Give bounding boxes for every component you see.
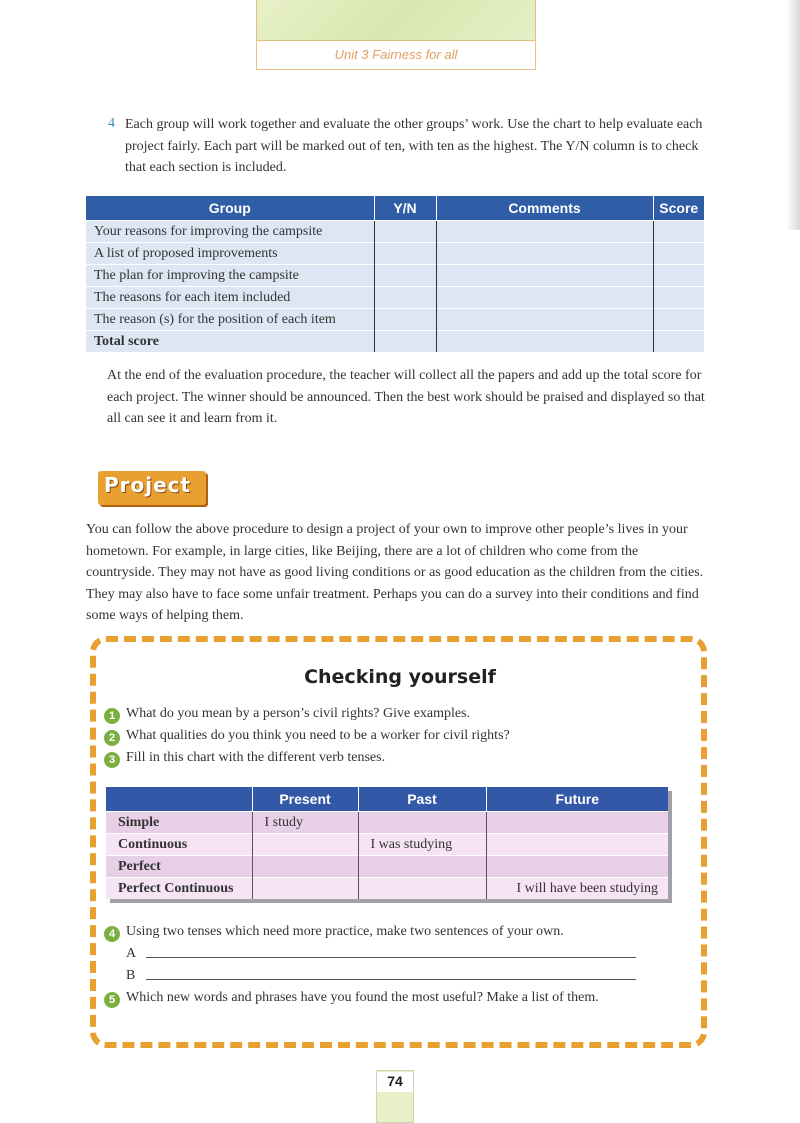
number-badge-4: 4 bbox=[104, 926, 120, 942]
past-cell[interactable] bbox=[358, 812, 486, 834]
present-cell[interactable] bbox=[252, 878, 358, 900]
answer-label-a: A bbox=[126, 946, 137, 961]
row-label: The reason (s) for the position of each item bbox=[86, 309, 374, 331]
header-blank bbox=[106, 787, 252, 812]
comments-cell[interactable] bbox=[436, 287, 653, 309]
score-cell[interactable] bbox=[653, 287, 704, 309]
future-cell[interactable] bbox=[486, 812, 668, 834]
score-cell[interactable] bbox=[653, 265, 704, 287]
check-question-3-text: Fill in this chart with the different verb tenses. bbox=[126, 750, 386, 765]
tense-label: Simple bbox=[106, 812, 252, 834]
row-label: Your reasons for improving the campsite bbox=[86, 221, 374, 243]
tense-label: Continuous bbox=[106, 834, 252, 856]
future-cell[interactable]: I will have been studying bbox=[486, 878, 668, 900]
score-cell[interactable] bbox=[653, 243, 704, 265]
project-badge bbox=[98, 471, 206, 505]
check-question-3 bbox=[104, 750, 385, 768]
header-yn: Y/N bbox=[374, 196, 436, 221]
tense-table-header bbox=[106, 787, 668, 812]
table-row bbox=[86, 287, 704, 309]
evaluation-table-header bbox=[86, 196, 704, 221]
table-row bbox=[86, 243, 704, 265]
past-cell[interactable] bbox=[358, 878, 486, 900]
answer-line-a[interactable] bbox=[146, 957, 636, 958]
yn-cell[interactable] bbox=[374, 309, 436, 331]
check-question-1-text: What do you mean by a person’s civil rights? Give examples. bbox=[126, 706, 471, 721]
yn-cell[interactable] bbox=[374, 221, 436, 243]
question-4-number: 4 bbox=[108, 116, 115, 131]
yn-cell[interactable] bbox=[374, 287, 436, 309]
row-label: The plan for improving the campsite bbox=[86, 265, 374, 287]
yn-cell[interactable] bbox=[374, 265, 436, 287]
header-group: Group bbox=[86, 196, 374, 221]
number-badge-1: 1 bbox=[104, 708, 120, 724]
number-badge-3: 3 bbox=[104, 752, 120, 768]
check-question-2 bbox=[104, 728, 510, 746]
header-banner bbox=[256, 0, 536, 41]
header-present: Present bbox=[252, 787, 358, 812]
comments-cell[interactable] bbox=[436, 265, 653, 287]
score-cell[interactable] bbox=[653, 331, 704, 353]
present-cell[interactable] bbox=[252, 834, 358, 856]
table-row bbox=[106, 834, 668, 856]
check-question-1 bbox=[104, 706, 470, 724]
comments-cell[interactable] bbox=[436, 331, 653, 353]
question-4-text: Each group will work together and evaluate the other groups’ work. Use the chart to help evaluate each project fairly. Each part will be marked out of ten, with ten as the highest. The Y/N column is to check that each section is included. bbox=[125, 117, 703, 175]
check-question-2-text: What qualities do you think you need to be a worker for civil rights? bbox=[126, 728, 510, 743]
table-row bbox=[86, 221, 704, 243]
table-row bbox=[86, 309, 704, 331]
checking-yourself-title: Checking yourself bbox=[304, 666, 496, 688]
evaluation-note: At the end of the evaluation procedure, the teacher will collect all the papers and add up the total score for each project. The winner should be announced. Then the best work should be praised and displayed so that all can see it and learn from it. bbox=[107, 368, 705, 426]
verb-tense-table bbox=[106, 787, 668, 899]
check-question-4 bbox=[104, 924, 564, 942]
page-number: 74 bbox=[387, 1073, 403, 1089]
table-row bbox=[106, 878, 668, 900]
header-comments: Comments bbox=[436, 196, 653, 221]
project-text: You can follow the above procedure to design a project of your own to improve other people’s lives in your hometown. For example, in large cities, like Beijing, there are a lot of children who come from the countryside. They may not have as good living conditions or as good education as the children from the cities. They may also have to face some unfair treatment. Perhaps you can do a survey into their conditions and find some ways of helping them. bbox=[86, 522, 704, 623]
check-question-4-text: Using two tenses which need more practice, make two sentences of your own. bbox=[126, 924, 564, 939]
total-row bbox=[86, 331, 704, 353]
row-label: The reasons for each item included bbox=[86, 287, 374, 309]
page-edge-shadow bbox=[786, 0, 800, 230]
comments-cell[interactable] bbox=[436, 221, 653, 243]
table-row bbox=[106, 812, 668, 834]
project-badge-label: Project bbox=[104, 473, 192, 497]
table-row bbox=[86, 265, 704, 287]
evaluation-table bbox=[86, 196, 704, 352]
header-future: Future bbox=[486, 787, 668, 812]
answer-line-b[interactable] bbox=[146, 979, 636, 980]
number-badge-2: 2 bbox=[104, 730, 120, 746]
header-score: Score bbox=[653, 196, 704, 221]
comments-cell[interactable] bbox=[436, 309, 653, 331]
tense-label: Perfect Continuous bbox=[106, 878, 252, 900]
tense-label: Perfect bbox=[106, 856, 252, 878]
yn-cell[interactable] bbox=[374, 243, 436, 265]
check-question-5 bbox=[104, 990, 599, 1008]
answer-label-b: B bbox=[126, 968, 136, 983]
past-cell[interactable] bbox=[358, 856, 486, 878]
score-cell[interactable] bbox=[653, 309, 704, 331]
total-label: Total score bbox=[86, 331, 374, 353]
check-question-5-text: Which new words and phrases have you found the most useful? Make a list of them. bbox=[126, 990, 599, 1005]
score-cell[interactable] bbox=[653, 221, 704, 243]
past-cell[interactable]: I was studying bbox=[358, 834, 486, 856]
comments-cell[interactable] bbox=[436, 243, 653, 265]
yn-cell[interactable] bbox=[374, 331, 436, 353]
row-label: A list of proposed improvements bbox=[86, 243, 374, 265]
unit-title: Unit 3 Fairness for all bbox=[256, 40, 536, 70]
present-cell[interactable]: I study bbox=[252, 812, 358, 834]
number-badge-5: 5 bbox=[104, 992, 120, 1008]
header-past: Past bbox=[358, 787, 486, 812]
table-row bbox=[106, 856, 668, 878]
future-cell[interactable] bbox=[486, 834, 668, 856]
present-cell[interactable] bbox=[252, 856, 358, 878]
future-cell[interactable] bbox=[486, 856, 668, 878]
